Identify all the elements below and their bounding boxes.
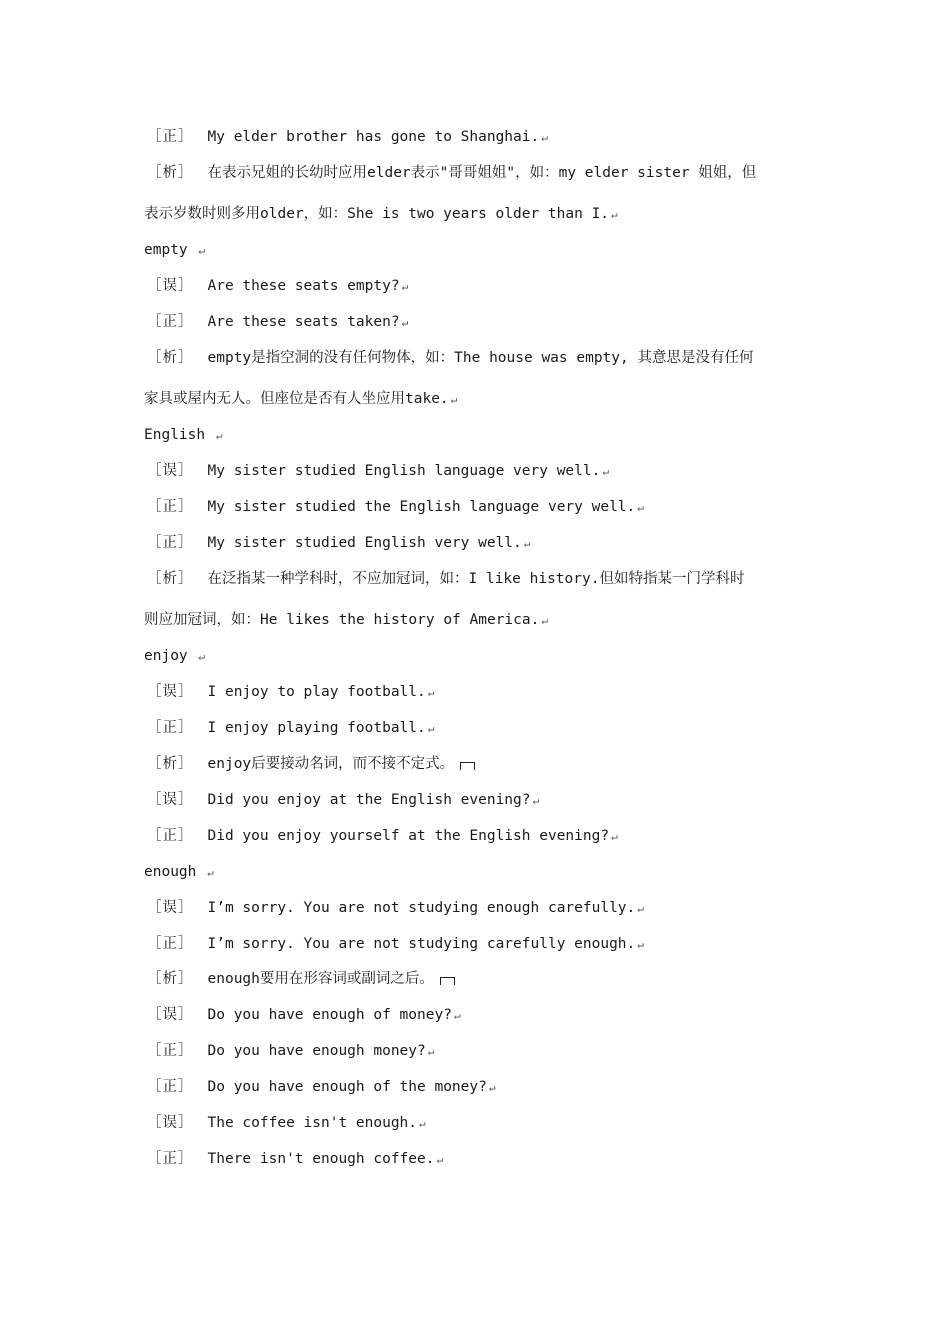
text-line <box>144 425 222 446</box>
line-text: There isn't enough coffee. <box>207 1151 435 1167</box>
text-line <box>144 240 205 261</box>
paragraph-mark-icon: ↵ <box>602 465 609 478</box>
paragraph-mark-icon: ↵ <box>453 1009 461 1022</box>
line-text: Do you have enough money? <box>207 1043 426 1059</box>
text-line <box>144 610 548 631</box>
paragraph-mark-icon: ↵ <box>215 429 223 442</box>
line-tag: ［正］ <box>147 1043 194 1059</box>
line-tag: ［析］ <box>147 571 194 587</box>
text-line <box>144 898 644 919</box>
text-line <box>144 969 455 989</box>
line-tag: ［析］ <box>147 971 194 987</box>
text-line <box>144 646 205 667</box>
text-line <box>144 1113 426 1134</box>
line-tag: ［析］ <box>147 756 194 772</box>
text-line <box>144 533 530 554</box>
text-line <box>144 389 457 410</box>
line-tag: ［正］ <box>147 1151 194 1167</box>
line-tag: ［正］ <box>147 129 194 145</box>
paragraph-mark-icon: ↵ <box>637 902 644 915</box>
line-text: I enjoy playing football. <box>207 720 426 736</box>
line-text: enough要用在形容词或副词之后。 <box>207 971 434 987</box>
line-text: The coffee isn't enough. <box>207 1115 418 1131</box>
paragraph-mark-icon: ↵ <box>198 650 206 663</box>
line-tag: ［正］ <box>147 499 194 515</box>
paragraph-mark-icon: ↵ <box>611 208 618 221</box>
line-tag: ［误］ <box>147 792 194 808</box>
line-tag: ［析］ <box>147 350 194 366</box>
line-tag: ［误］ <box>147 1007 194 1023</box>
paragraph-mark-icon: ↵ <box>450 393 458 406</box>
line-text: 在表示兄姐的长幼时应用elder表示"哥哥姐姐"，如：my elder sister 姐姐，但 <box>207 165 757 181</box>
paragraph-mark-icon: ↵ <box>427 686 435 699</box>
line-text: 表示岁数时则多用older，如：She is two years older than I. <box>144 206 610 222</box>
paragraph-mark-icon: ↵ <box>523 537 531 550</box>
text-line <box>144 718 434 739</box>
text-line <box>144 1041 434 1062</box>
text-line <box>144 826 618 847</box>
line-tag: ［误］ <box>147 1115 194 1131</box>
line-break-icon <box>440 977 455 985</box>
paragraph-mark-icon: ↵ <box>419 1117 426 1130</box>
line-tag: ［正］ <box>147 720 194 736</box>
line-text: 在泛指某一种学科时，不应加冠词，如：I like history.但如特指某一门学科时 <box>207 571 745 587</box>
line-tag: ［正］ <box>147 828 194 844</box>
line-text: My sister studied English language very well. <box>207 463 601 479</box>
paragraph-mark-icon: ↵ <box>637 938 644 951</box>
paragraph-mark-icon: ↵ <box>436 1153 444 1166</box>
text-line <box>144 790 539 811</box>
text-line <box>144 312 408 333</box>
text-line <box>144 127 548 148</box>
line-text: I’m sorry. You are not studying enough carefully. <box>207 900 636 916</box>
paragraph-mark-icon: ↵ <box>541 614 548 627</box>
text-line <box>144 348 753 368</box>
line-text: enjoy后要接动名词，而不接不定式。 <box>207 756 455 772</box>
line-text: empty是指空洞的没有任何物体，如：The house was empty, 其意思是没有任何 <box>207 350 754 366</box>
text-line <box>144 461 609 482</box>
line-text: Did you enjoy at the English evening? <box>207 792 531 808</box>
line-text: 家具或屋内无人。但座位是否有人坐应用take. <box>144 391 449 407</box>
line-tag: ［正］ <box>147 936 194 952</box>
paragraph-mark-icon: ↵ <box>427 722 435 735</box>
paragraph-mark-icon: ↵ <box>541 131 548 144</box>
text-line <box>144 682 434 703</box>
paragraph-mark-icon: ↵ <box>637 501 644 514</box>
paragraph-mark-icon: ↵ <box>198 244 206 257</box>
line-text: My elder brother has gone to Shanghai. <box>207 129 540 145</box>
line-text: I enjoy to play football. <box>207 684 426 700</box>
line-tag: ［正］ <box>147 314 194 330</box>
line-text: My sister studied English very well. <box>207 535 522 551</box>
line-tag: ［误］ <box>147 900 194 916</box>
text-line <box>144 934 644 955</box>
line-text: enough <box>144 864 206 880</box>
text-line <box>144 204 618 225</box>
line-tag: ［正］ <box>147 1079 194 1095</box>
text-line <box>144 497 644 518</box>
text-line <box>144 569 744 589</box>
line-text: Are these seats taken? <box>207 314 400 330</box>
paragraph-mark-icon: ↵ <box>401 316 409 329</box>
line-text: English <box>144 427 214 443</box>
line-break-icon <box>460 762 475 770</box>
line-text: enjoy <box>144 648 197 664</box>
line-tag: ［误］ <box>147 684 194 700</box>
text-line <box>144 754 475 774</box>
line-text: Are these seats empty? <box>207 278 400 294</box>
paragraph-mark-icon: ↵ <box>488 1081 496 1094</box>
line-text: I’m sorry. You are not studying carefully enough. <box>207 936 636 952</box>
paragraph-mark-icon: ↵ <box>207 866 214 879</box>
text-line <box>144 276 408 297</box>
line-text: Did you enjoy yourself at the English evening? <box>207 828 610 844</box>
line-text: My sister studied the English language very well. <box>207 499 636 515</box>
line-tag: ［析］ <box>147 165 194 181</box>
text-line <box>144 163 756 183</box>
text-line <box>144 1077 495 1098</box>
line-text: Do you have enough of money? <box>207 1007 452 1023</box>
paragraph-mark-icon: ↵ <box>401 280 409 293</box>
text-line <box>144 862 214 883</box>
line-tag: ［正］ <box>147 535 194 551</box>
line-text: 则应加冠词，如：He likes the history of America. <box>144 612 540 628</box>
paragraph-mark-icon: ↵ <box>611 830 618 843</box>
line-text: Do you have enough of the money? <box>207 1079 487 1095</box>
line-text: empty <box>144 242 197 258</box>
paragraph-mark-icon: ↵ <box>427 1045 435 1058</box>
line-tag: ［误］ <box>147 278 194 294</box>
paragraph-mark-icon: ↵ <box>532 794 540 807</box>
text-line <box>144 1005 461 1026</box>
line-tag: ［误］ <box>147 463 194 479</box>
text-line <box>144 1149 443 1170</box>
